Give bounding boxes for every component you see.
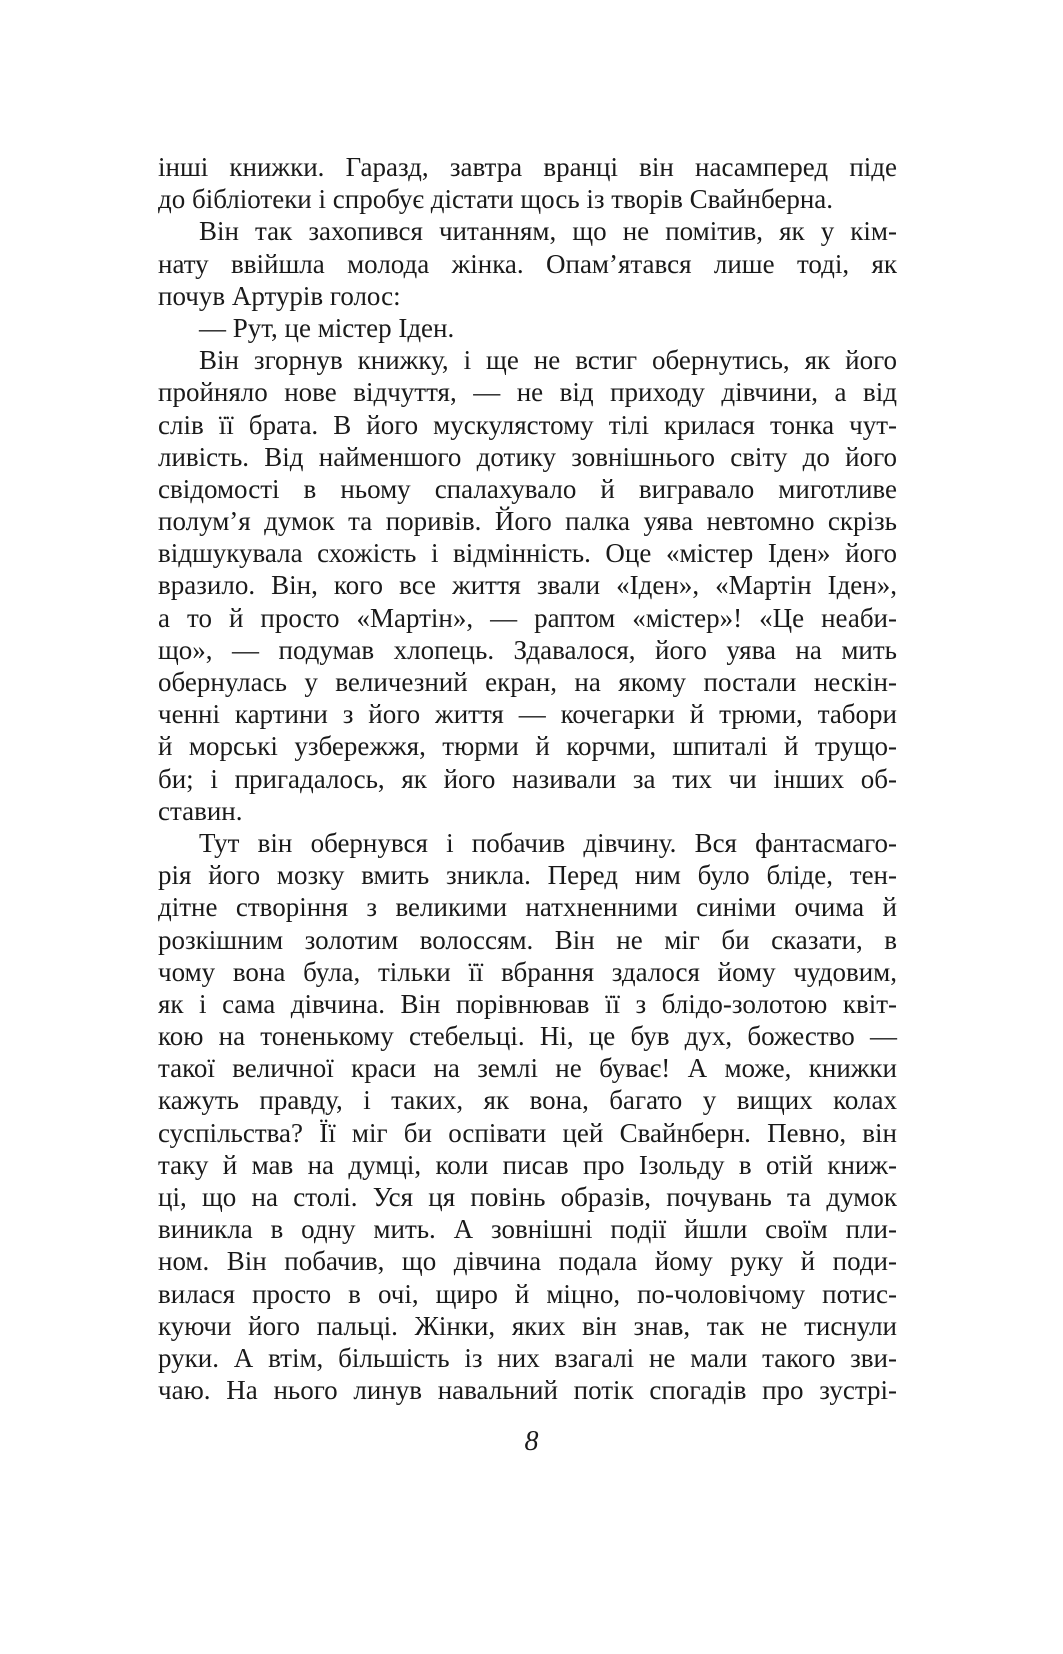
text-line: такої величної краси на землі не буває! А може, книжки <box>158 1053 897 1084</box>
text-line: розкішним золотим волоссям. Він не міг би сказати, в <box>158 924 897 955</box>
text-line: почув Артурів голос: <box>158 280 401 311</box>
text-line: полум’я думок та поривів. Його палка уява невтомно скрізь <box>158 506 897 537</box>
text-line: ном. Він побачив, що дівчина подала йому руку й поди- <box>158 1246 897 1277</box>
text-line: кою на тоненькому стебельці. Ні, це був дух, божество — <box>158 1021 897 1052</box>
text-line: ченні картини з його життя — кочегарки й трюми, табори <box>158 699 897 730</box>
text-line: що», — подумав хлопець. Здавалося, його уява на мить <box>158 634 897 665</box>
text-line: суспільства? Її міг би оспівати цей Свайнберн. Певно, він <box>158 1117 897 1148</box>
text-line: чому вона була, тільки її вбрання здалося йому чудовим, <box>158 956 897 987</box>
text-line: таку й мав на думці, коли писав про Ізольду в отій книж- <box>158 1149 897 1180</box>
text-line: а то й просто «Мартін», — раптом «містер»! «Це неаби- <box>158 602 897 633</box>
text-line: як і сама дівчина. Він порівнював її з блідо-золотою квіт- <box>158 988 897 1019</box>
text-line: руки. А втім, більшість із них взагалі не мали такого зви- <box>158 1342 897 1373</box>
text-line: Він так захопився читанням, що не помітив, як у кім- <box>199 216 897 247</box>
text-line: й морські узбережжя, тюрми й корчми, шпиталі й трущо- <box>158 731 897 762</box>
text-line: обернулась у величезний екран, на якому постали нескін- <box>158 667 897 697</box>
text-line: Тут він обернувся і побачив дівчину. Вся фантасмаго- <box>199 827 897 858</box>
text-line: виникла в одну мить. А зовнішні події йшли своїм пли- <box>158 1214 897 1245</box>
text-line: рія його мозку вмить зникла. Перед ним було бліде, тен- <box>158 860 897 891</box>
text-line: пройняло нове відчуття, — не від приходу дівчини, а від <box>158 377 897 408</box>
text-line: відшукувала схожість і відмінність. Оце «містер Іден» його <box>158 538 897 569</box>
text-line: Він згорнув книжку, і ще не встиг обернутись, як його <box>199 345 897 376</box>
page-number: 8 <box>524 1426 539 1457</box>
text-line: чаю. На нього линув навальний потік спогадів про зустрі- <box>158 1375 897 1406</box>
text-line: нату ввійшла молода жінка. Опам’ятався лише тоді, як <box>158 248 897 279</box>
text-line: інші книжки. Гаразд, завтра вранці він насамперед піде <box>158 152 897 182</box>
body-text <box>158 151 897 1406</box>
text-line: кажуть правду, і таких, як вона, багато у вищих колах <box>158 1085 897 1116</box>
text-line: ставин. <box>158 795 243 826</box>
text-line: слів її брата. В його мускулястому тілі крилася тонка чут- <box>158 409 897 440</box>
text-line: ливість. Від найменшого дотику зовнішнього світу до його <box>158 441 897 472</box>
text-line: дітне створіння з великими натхненними синіми очима й <box>158 892 897 923</box>
text-line: куючи його пальці. Жінки, яких він знав, так не тиснули <box>158 1310 897 1341</box>
text-line: — Рут, це містер Іден. <box>199 312 455 343</box>
text-line: ці, що на столі. Уся ця повінь образів, почувань та думок <box>158 1182 897 1212</box>
text-line: би; і пригадалось, як його називали за тих чи інших об- <box>158 763 897 794</box>
text-line: вилася просто в очі, щиро й міцно, по-чоловічому потис- <box>158 1278 897 1309</box>
text-line: свідомості в ньому спалахувало й вигравало миготливе <box>158 473 897 504</box>
text-line: до бібліотеки і спробує дістати щось із творів Свайнберна. <box>158 184 833 215</box>
text-line: вразило. Він, кого все життя звали «Іден», «Мартін Іден», <box>158 570 897 601</box>
